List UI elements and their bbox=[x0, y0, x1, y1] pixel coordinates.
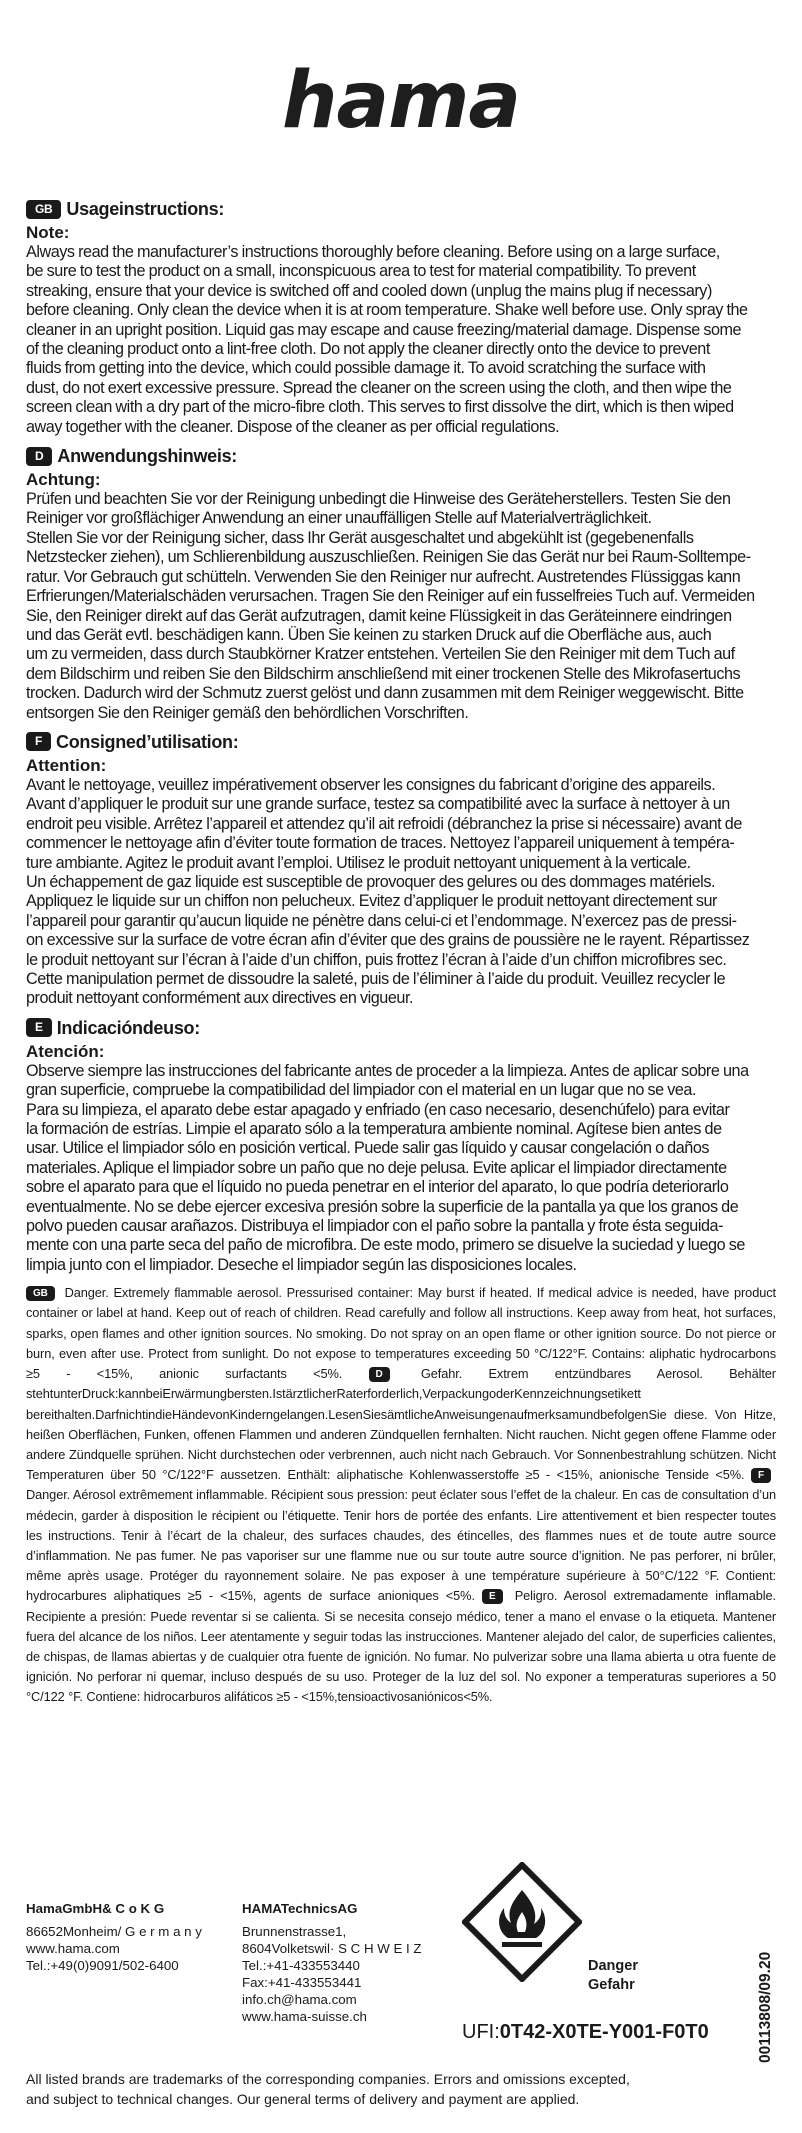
language-badge: GB bbox=[26, 200, 61, 219]
section-subtitle: Atención: bbox=[26, 1041, 105, 1061]
fax-line: Fax:+41-433553441 bbox=[242, 1975, 362, 1990]
instructions-content bbox=[26, 198, 776, 1708]
section-header bbox=[26, 445, 776, 467]
section-title: Usageinstructions: bbox=[66, 199, 225, 219]
ufi-prefix: UFI: bbox=[462, 2021, 500, 2043]
section-gb bbox=[26, 198, 776, 437]
ufi-code bbox=[462, 2021, 709, 2044]
section-subtitle: Note: bbox=[26, 223, 70, 242]
warning-text: Danger. Extremely flammable aerosol. Pressurised container: May burst if heated. If medical advice is needed, have product container or label at hand. Keep out of reach of children. Read carefully and follow all instructions. Keep away from heat, hot surfaces, sparks, open flames and other ignition sources. No smoking. Do not spray on an open flame or other ignition source. Do not pierce or burn, even after use. Protect from sunlight. Do not expose to temperatures exceeding 50 °C/122°F. Contains: aliphatic hydrocarbons ≥5 - <15%, anionic surfactants <5%. bbox=[26, 1285, 776, 1382]
safety-warnings bbox=[26, 1283, 776, 1707]
address-line: 86652Monheim/ G e r m a n y bbox=[26, 1924, 202, 1939]
section-f bbox=[26, 731, 776, 1009]
section-subtitle: Attention: bbox=[26, 755, 107, 775]
language-badge: D bbox=[26, 447, 52, 466]
address-line: 8604Volketswil· S C H W E I Z bbox=[242, 1941, 422, 1956]
company-switzerland bbox=[242, 1900, 462, 2025]
language-badge: E bbox=[482, 1589, 503, 1604]
section-header bbox=[26, 731, 776, 753]
phone-line: Tel.:+49(0)9091/502-6400 bbox=[26, 1958, 179, 1973]
warning-text: Gefahr. Extrem entzündbares Aerosol. Behälter stehtunterDruck:kannbeiErwärmungbersten.IstärztlicherRaterforderlich,VerpackungoderKennzeichnungsetikett bereithalten.DarfnichtindieHändevonKinderngelangen.LesenSiesämtlicheAnweisungenaufmerksamundbefolgenSie diese. Von Hitze, heißen Oberflächen, Funken, offenen Flammen und anderen Zündquellen fernhalten. Nicht rauchen. Nicht gegen offene Flamme oder andere Zündquelle sprühen. Nicht durchstechen oder verbrennen, auch nicht nach Gebrauch. Vor Sonnenbestrahlung schützen. Nicht Temperaturen über 50 °C/122°F aussetzen. Enthält: aliphatische Kohlenwasserstoffe ≥5 - <15%, anionische Tenside <5%. bbox=[26, 1366, 776, 1483]
company-germany bbox=[26, 1900, 242, 2025]
language-badge: F bbox=[26, 732, 51, 751]
section-header bbox=[26, 1017, 776, 1039]
hama-logo: hama bbox=[281, 56, 521, 146]
trademark-notice: All listed brands are trademarks of the corresponding companies. Errors and omissions excepted, and subject to technical changes. Our general terms of delivery and payment are applied. bbox=[26, 2071, 630, 2107]
hazard-signal-words bbox=[588, 1957, 638, 1995]
section-e bbox=[26, 1017, 776, 1275]
phone-line: Tel.:+41-433553440 bbox=[242, 1958, 360, 1973]
section-text: Always read the manufacturer’s instructions thoroughly before cleaning. Before using on a large surface, be sure to test the product on a small, inconspicuous area to test for material compatibility. To prevent streaking, ensure that your device is switched off and cooled down (unplug the mains plug if necessary) before cleaning. Only clean the device when it is at room temperature. Shake well before use. Only spray the cleaner in an upright position. Liquid gas may escape and cause freezing/material damage. Dispense some of the cleaning product onto a lint-free cloth. Do not apply the cleaner directly onto the device to prevent fluids from getting into the device, which could possible damage it. To avoid scratching the surface with dust, do not exert excessive pressure. Spread the cleaner on the screen using the cloth, and then wipe the screen clean with a dry part of the micro-fibre cloth. This serves to first dissolve the dirt, which is then wiped away together with the cleaner. Dispose of the cleaner as per official regulations. bbox=[26, 243, 748, 436]
section-title: Consigned’utilisation: bbox=[56, 731, 239, 752]
section-title: Indicacióndeuso: bbox=[56, 1017, 200, 1038]
language-badge: F bbox=[751, 1468, 771, 1483]
email-link[interactable]: info.ch@hama.com bbox=[242, 1992, 357, 2007]
website-link[interactable]: www.hama-suisse.ch bbox=[242, 2009, 367, 2024]
version-code: 00113808/09.20 bbox=[757, 1951, 774, 2063]
website-link[interactable]: www.hama.com bbox=[26, 1941, 120, 1956]
section-text: Prüfen und beachten Sie vor der Reinigung unbedingt die Hinweise des Geräteherstellers. Testen Sie den Reiniger vor großflächiger Anwendung an einer unauffälligen Stelle auf Materialverträglichkeit. Stellen Sie vor der Reinigung sicher, dass Ihr Gerät ausgeschaltet und abgekühlt ist (gegebenenfalls Netzstecker ziehen), um Schlierenbildung auszuschließen. Reinigen Sie das Gerät nur bei Raum-Solltempe- ratur. Vor Gebrauch gut schütteln. Verwenden Sie den Reiniger nur aufrecht. Austretendes Flüssiggas kann Erfrierungen/Materialschäden verursachen. Tragen Sie den Reiniger auf ein fusselfreies Tuch auf. Vermeiden Sie, den Reiniger direkt auf das Gerät aufzutragen, damit keine Flüssigkeit in das Geräteinnere eindringen und das Gerät evtl. beschädigen kann. Üben Sie keinen zu starken Druck auf die Oberfläche aus, auch um zu vermeiden, dass durch Staubkörner Kratzer entstehen. Verteilen Sie den Reiniger mit dem Tuch auf dem Bildschirm und reiben Sie den Bildschirm anschließend mit einer trockenen Stelle des Mikrofasertuchs trocken. Dadurch wird der Schmutz zuerst gelöst und dann zusammen mit dem Reiniger weggewischt. Bitte entsorgen Sie den Reiniger gemäß den behördlichen Vorschriften. bbox=[26, 490, 755, 722]
company-name: HamaGmbH& C o K G bbox=[26, 1901, 165, 1916]
warning-text: Peligro. Aerosol extremadamente inflamable. Recipiente a presión: Puede reventar si se calienta. Si se necesita consejo médico, tener a mano el envase o la etiqueta. Mantener fuera del alcance de los niños. Leer atentamente y seguir todas las instrucciones. Mantener alejado del calor, de superficies calientes, de chispas, de llamas abiertas y de cualquier otra fuente de ignición. No fumar. No pulverizar sobre una llama abierta u otra fuente de ignición. No perforar ni quemar, incluso después de su uso. Proteger de la luz del sol. No exponer a temperaturas superiores a 50 °C/122 °F. Contiene: hidrocarburos alifáticos ≥5 - <15%,tensioactivosaniónicos<5%. bbox=[26, 1588, 776, 1705]
section-d bbox=[26, 445, 776, 723]
section-text: Observe siempre las instrucciones del fabricante antes de proceder a la limpieza. Antes de aplicar sobre una gran superficie, compruebe la compatibilidad del limpiador con el material en un lugar que no se vea. Para su limpieza, el aparato debe estar apagado y enfriado (en caso necesario, desenchúfelo) para evitar la formación de estrías. Limpie el aparato sólo a la temperatura ambiente nominal. Agítese bien antes de usar. Utilice el limpiador sólo en posición vertical. Puede salir gas líquido y causar congelación o daños materiales. Aplique el limpiador sobre un paño que no deje pelusa. Evite aplicar el limpiador directamente sobre el aparato para que el líquido no pueda penetrar en el interior del aparato, lo que podría deteriorarlo eventualmente. No se debe ejercer excesiva presión sobre la superficie de la pantalla ya que los granos de polvo pueden causar arañazos. Distribuya el limpiador con el paño sobre la pantalla y frote ésta seguida- mente con una parte seca del paño de microfibra. De este modo, primero se disuelve la suciedad y luego se limpia junto con el limpiador. Deseche el limpiador según las disposiciones locales. bbox=[26, 1061, 749, 1274]
company-addresses bbox=[26, 1900, 462, 2025]
language-badge: D bbox=[369, 1367, 390, 1382]
section-header bbox=[26, 198, 776, 220]
gefahr-label: Gefahr bbox=[588, 1977, 635, 1993]
section-title: Anwendungshinweis: bbox=[57, 446, 237, 467]
section-text: Avant le nettoyage, veuillez impérativement observer les consignes du fabricant d’origine des appareils. Avant d’appliquer le produit sur une grande surface, testez sa compatibilité avec la surface à nettoyer à un endroit peu visible. Arrêtez l’appareil et attendez qu’il ait refroidi (débranchez la prise si nécessaire) avant de commencer le nettoyage afin d’éviter toute formation de traces. Nettoyez l’appareil uniquement à tempéra- ture ambiante. Agitez le produit avant l’emploi. Utilisez le produit nettoyant uniquement à la verticale. Un échappement de gaz liquide est susceptible de provoquer des gelures ou des dommages matériels. Appliquez le liquide sur un chiffon non pelucheux. Evitez d’appliquer le produit nettoyant directement sur l’appareil pour garantir qu’aucun liquide ne pénètre dans celui-ci et l’endommage. N’exercez pas de pressi- on excessive sur la surface de votre écran afin d’éviter que des grains de poussière ne le rayent. Répartissez le produit nettoyant sur l’écran à l’aide d’un chiffon, puis frottez l’écran à l’aide d’un chiffon microfibres sec. Cette manipulation permet de dissoudre la saleté, puis de l’éliminer à l’aide du produit. Veuillez recycler le produit nettoyant conformément aux directives en vigueur. bbox=[26, 775, 750, 1008]
address-line: Brunnenstrasse1, bbox=[242, 1924, 347, 1939]
ufi-value: 0T42-X0TE-Y001-F0T0 bbox=[499, 2021, 709, 2043]
flame-hazard-icon bbox=[462, 1862, 582, 1982]
language-badge: E bbox=[26, 1018, 52, 1037]
language-badge: GB bbox=[26, 1286, 55, 1301]
company-name: HAMATechnicsAG bbox=[242, 1901, 358, 1916]
warning-text: Danger. Aérosol extrêmement inflammable. Récipient sous pression: peut éclater sous l’effet de la chaleur. En cas de consultation d’un médecin, garder à disposition le récipient ou l’étiquette. Tenir hors de portée des enfants. Lire attentivement et bien respecter toutes les instructions. Tenir à l’écart de la chaleur, des surfaces chaudes, des étincelles, des flammes nues et de toute autre source d’inflammation. Ne pas fumer. Ne pas vaporiser sur une flamme nue ou sur toute autre source d’ignition. Ne pas perforer, ni brûler, même après usage. Protéger du rayonnement solaire. Ne pas exposer à une température supérieure à 50°C/122 °F. Contient: hydrocarbures aliphatiques ≥5 - <15%, agents de surface anioniques <5%. bbox=[26, 1487, 776, 1604]
section-subtitle: Achtung: bbox=[26, 470, 101, 490]
danger-label: Danger bbox=[588, 1958, 638, 1974]
